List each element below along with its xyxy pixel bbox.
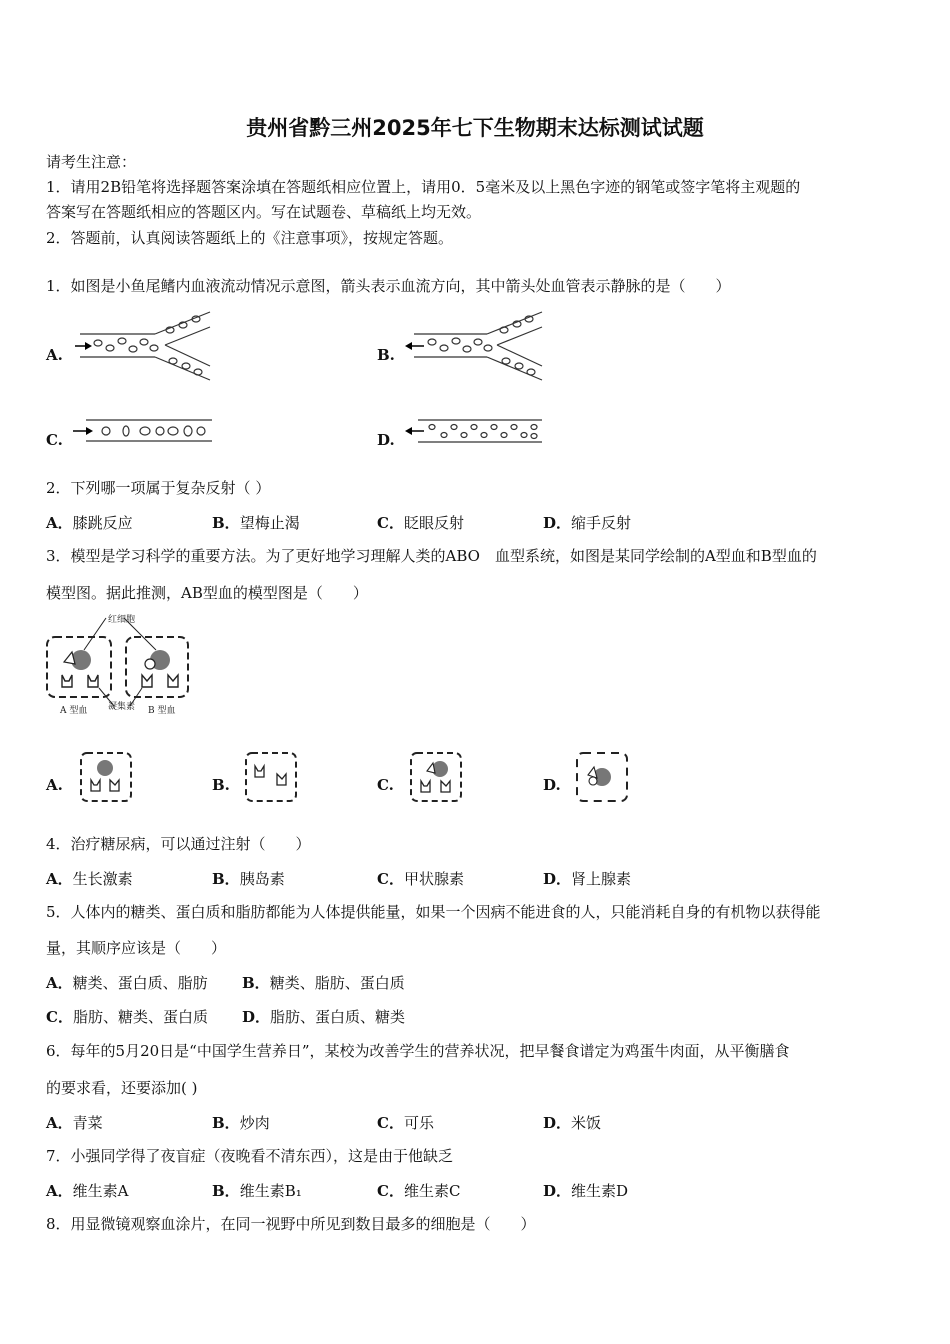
- agglutinin-label: 凝集素: [108, 702, 136, 712]
- option-text: 维生素A: [72, 1182, 129, 1200]
- notice-heading: 请考生注意：: [46, 153, 137, 171]
- type-b-label: B 型血: [148, 706, 176, 716]
- option-key: D．: [543, 1114, 572, 1132]
- option-text: 米饭: [571, 1114, 602, 1132]
- option-key: D．: [543, 870, 572, 888]
- option-key: A．: [46, 974, 73, 992]
- option-text: 脂肪、蛋白质、糖类: [270, 1008, 406, 1026]
- option-key: C．: [377, 514, 404, 532]
- q2-option-c: [377, 512, 464, 533]
- q4-option-d: [543, 868, 631, 889]
- q5-stem-line-2: 量，其顺序应该是（ ）: [46, 939, 227, 957]
- option-text: 青菜: [72, 1114, 103, 1132]
- q2-stem: 2．下列哪一项属于复杂反射（ ）: [46, 479, 271, 497]
- type-a-label: A 型血: [60, 706, 88, 716]
- q7-option-b: [212, 1180, 302, 1201]
- option-key: D．: [543, 514, 572, 532]
- q3-figure-a: [78, 750, 134, 804]
- option-text: 缩手反射: [571, 514, 632, 532]
- q1-stem: 1．如图是小鱼尾鳍内血液流动情况示意图，箭头表示血流方向，其中箭头处血管表示静脉的是（ ）: [46, 277, 731, 295]
- q5-option-c: [46, 1006, 208, 1027]
- option-key: C．: [377, 1114, 404, 1132]
- q6-option-b: [212, 1112, 270, 1133]
- q3-figure-c: [408, 750, 464, 804]
- q3-stem-line-1: 3．模型是学习科学的重要方法。为了更好地学习理解人类的ABO 血型系统，如图是某同学绘制的A型血和B型血的: [46, 547, 817, 565]
- q7-stem: 7．小强同学得了夜盲症（夜晚看不清东西），这是由于他缺乏: [46, 1147, 454, 1165]
- q2-option-d: [543, 512, 631, 533]
- q2-option-b: [212, 512, 300, 533]
- q5-option-a: [46, 972, 208, 993]
- q1-option-b-label: B.: [377, 346, 395, 364]
- q5-option-b: [242, 972, 405, 993]
- option-text: 糖类、蛋白质、脂肪: [72, 974, 208, 992]
- q3-figure-d: [574, 750, 630, 804]
- notice-item-1-line-1: 1．请用2B铅笔将选择题答案涂填在答题纸相应位置上，请用0．5毫米及以上黑色字迹的钢笔或签字笔将主观题的: [46, 178, 801, 196]
- option-text: 可乐: [403, 1114, 434, 1132]
- q3-stem-line-2: 模型图。据此推测，AB型血的模型图是（ ）: [46, 584, 368, 602]
- q6-stem-line-1: 6．每年的5月20日是“中国学生营养日”，某校为改善学生的营养状况，把早餐食谱定为鸡蛋牛肉面，从平衡膳食: [46, 1042, 790, 1060]
- q3-option-c-label: C.: [377, 776, 394, 794]
- option-key: A．: [46, 514, 73, 532]
- option-text: 望梅止渴: [239, 514, 300, 532]
- q1-option-d-label: D.: [377, 431, 395, 449]
- option-key: A．: [46, 1182, 73, 1200]
- option-key: C．: [46, 1008, 73, 1026]
- q7-option-a: [46, 1180, 128, 1201]
- q1-figure-d: [402, 417, 552, 447]
- q2-option-a: [46, 512, 133, 533]
- q3-option-b-label: B.: [212, 776, 230, 794]
- q3-option-a-label: A.: [46, 776, 63, 794]
- q4-option-a: [46, 868, 133, 889]
- option-key: D．: [543, 1182, 572, 1200]
- option-text: 肾上腺素: [571, 870, 632, 888]
- option-key: C．: [377, 1182, 404, 1200]
- q6-stem-line-2: 的要求看，还要添加( ): [46, 1079, 198, 1097]
- q1-figure-a: [70, 308, 220, 383]
- q6-option-d: [543, 1112, 601, 1133]
- notice-item-2: 2．答题前，认真阅读答题纸上的《注意事项》，按规定答题。: [46, 229, 454, 247]
- q8-stem: 8．用显微镜观察血涂片，在同一视野中所见到数目最多的细胞是（ ）: [46, 1215, 536, 1233]
- q6-option-c: [377, 1112, 434, 1133]
- q1-figure-c: [70, 417, 220, 447]
- q7-option-d: [543, 1180, 628, 1201]
- option-text: 维生素C: [403, 1182, 461, 1200]
- option-text: 维生素B₁: [239, 1182, 302, 1200]
- option-text: 糖类、脂肪、蛋白质: [269, 974, 405, 992]
- q5-option-d: [242, 1006, 405, 1027]
- q1-option-a-label: A.: [46, 346, 63, 364]
- option-text: 炒肉: [239, 1114, 270, 1132]
- q1-option-c-label: C.: [46, 431, 63, 449]
- rbc-label: 红细胞: [108, 615, 136, 625]
- option-key: B．: [212, 1182, 240, 1200]
- option-key: B．: [212, 870, 240, 888]
- q3-figure-b: [243, 750, 299, 804]
- q1-figure-b: [402, 308, 552, 383]
- option-key: B．: [212, 1114, 240, 1132]
- option-text: 甲状腺素: [403, 870, 464, 888]
- q5-stem-line-1: 5．人体内的糖类、蛋白质和脂肪都能为人体提供能量，如果一个因病不能进食的人，只能消耗自身的有机物以获得能: [46, 903, 821, 921]
- q4-option-c: [377, 868, 464, 889]
- q4-stem: 4．治疗糖尿病，可以通过注射（ ）: [46, 835, 311, 853]
- q3-option-d-label: D.: [543, 776, 561, 794]
- option-text: 生长激素: [72, 870, 133, 888]
- option-key: B．: [242, 974, 270, 992]
- option-key: A．: [46, 870, 73, 888]
- notice-item-1-line-2: 答案写在答题纸相应的答题区内。写在试题卷、草稿纸上均无效。: [46, 203, 482, 221]
- q7-option-c: [377, 1180, 460, 1201]
- option-text: 胰岛素: [239, 870, 285, 888]
- option-key: A．: [46, 1114, 73, 1132]
- page-title: 贵州省黔三州2025年七下生物期末达标测试试题: [246, 116, 704, 140]
- q6-option-a: [46, 1112, 103, 1133]
- option-key: D．: [242, 1008, 271, 1026]
- option-text: 眨眼反射: [403, 514, 464, 532]
- q4-option-b: [212, 868, 285, 889]
- option-text: 脂肪、糖类、蛋白质: [72, 1008, 208, 1026]
- option-text: 维生素D: [571, 1182, 629, 1200]
- option-text: 膝跳反应: [72, 514, 133, 532]
- option-key: B．: [212, 514, 240, 532]
- q3-model-figure: [44, 612, 194, 720]
- option-key: C．: [377, 870, 404, 888]
